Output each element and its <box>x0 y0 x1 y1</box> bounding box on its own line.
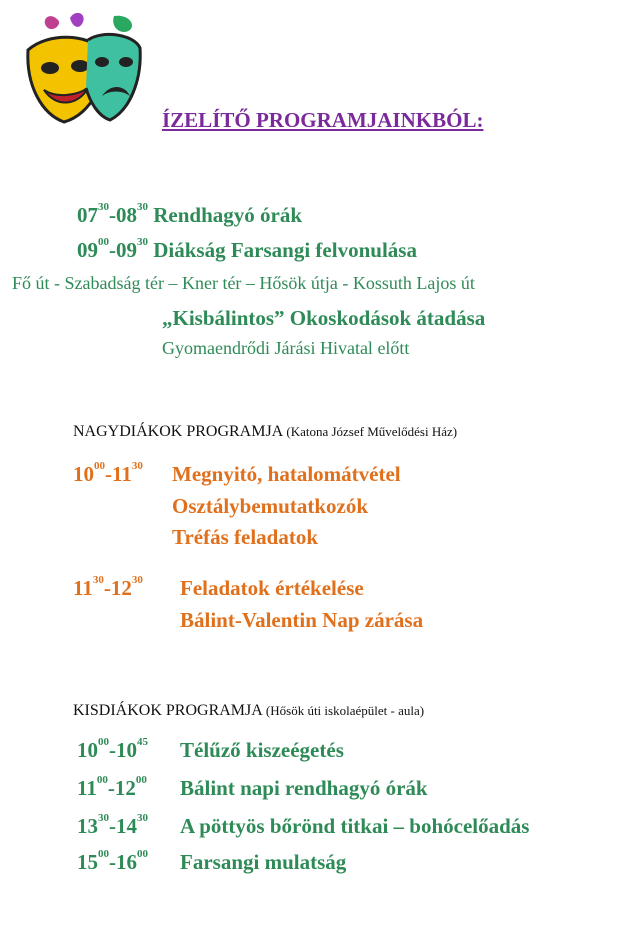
small-row: $11^{00}-12^{00}$ <box>77 774 147 800</box>
small-row-title: Farsangi mulatság <box>180 850 347 874</box>
big-block-item: Feladatok értékelése <box>180 576 364 600</box>
award-title: „Kisbálintos” Okoskodások átadása <box>162 306 486 330</box>
big-block-item: Tréfás feladatok <box>172 525 319 549</box>
schedule-title: Diákság Farsangi felvonulása <box>153 238 417 262</box>
big-students-heading: NAGYDIÁKOK PROGRAMJA (Katona József Művelődési Ház) <box>73 423 458 440</box>
small-row-title: A pöttyös bőrönd titkai – bohócelőadás <box>180 814 530 838</box>
big-block-item: Megnyitó, hatalomátvétel <box>172 462 401 486</box>
schedule-title: Rendhagyó órák <box>153 203 303 227</box>
route-text: Fő út - Szabadság tér – Kner tér – Hősök útja - Kossuth Lajos út <box>12 273 475 293</box>
big-block-time: $11^{30}-12^{30}$ <box>73 574 143 600</box>
small-row-title: Télűző kiszeégetés <box>180 738 344 762</box>
big-block-time: $10^{00}-11^{30}$ <box>73 460 143 486</box>
small-row-title: Bálint napi rendhagyó órák <box>180 776 428 800</box>
big-block-item: Osztálybemutatkozók <box>172 494 368 518</box>
big-block-item: Bálint-Valentin Nap zárása <box>180 608 424 632</box>
small-row: $15^{00}-16^{00}$ <box>77 848 148 874</box>
schedule-row: $09^{00}-09^{30}$ Diákság Farsangi felvonulása <box>77 236 417 262</box>
theatre-masks-icon <box>18 10 143 140</box>
small-students-heading: KISDIÁKOK PROGRAMJA (Hősök úti iskolaépület - aula) <box>73 702 425 719</box>
page-title: ÍZELÍTŐ PROGRAMJAINKBÓL: <box>162 108 484 132</box>
award-location: Gyomaendrődi Járási Hivatal előtt <box>162 338 410 358</box>
schedule-row: $07^{30}-08^{30}$ Rendhagyó órák <box>77 201 303 227</box>
small-row: $13^{30}-14^{30}$ <box>77 812 148 838</box>
small-row: $10^{00}-10^{45}$ <box>77 736 148 762</box>
